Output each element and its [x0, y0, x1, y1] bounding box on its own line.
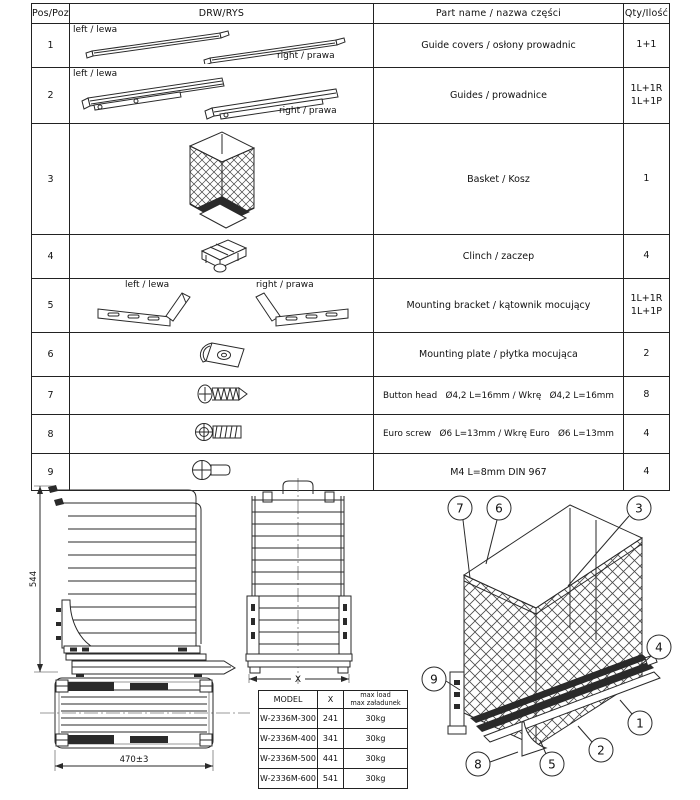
part-pos: 7 — [32, 377, 70, 415]
part-name: Button head Ø4,2 L=16mm / Wkrę Ø4,2 L=16mm — [373, 377, 623, 415]
part-drawing-cell — [69, 235, 373, 279]
left-label: left / lewa — [124, 280, 170, 290]
x-header: X — [318, 691, 344, 709]
isometric-assembly-drawing — [420, 478, 700, 800]
part-row-5 — [32, 279, 670, 333]
clinch-drawing — [70, 235, 372, 275]
basket-drawing — [70, 124, 372, 231]
model-load: 30kg — [344, 729, 408, 749]
right-label: right / prawa — [278, 106, 337, 116]
parts-table — [31, 3, 670, 491]
header-drw: DRW/RYS — [69, 4, 373, 24]
part-qty: 1 — [623, 124, 669, 235]
svg-text:9: 9 — [430, 672, 438, 687]
part-pos: 3 — [32, 124, 70, 235]
model-name: W-2336M-600 — [259, 769, 318, 789]
model-load: 30kg — [344, 709, 408, 729]
part-name: M4 L=8mm DIN 967 — [373, 454, 623, 491]
model-row — [259, 729, 408, 749]
callout-balloon-8 — [466, 752, 490, 776]
button-head-screw-drawing — [70, 377, 372, 411]
header-part-name: Part name / nazwa części — [373, 4, 623, 24]
part-row-7 — [32, 377, 670, 415]
part-row-6 — [32, 333, 670, 377]
left-label: left / lewa — [72, 25, 118, 35]
model-load: 30kg — [344, 769, 408, 789]
part-qty: 1L+1R 1L+1P — [623, 68, 669, 124]
right-label: right / prawa — [276, 51, 335, 61]
model-header: MODEL — [259, 691, 318, 709]
part-pos: 8 — [32, 415, 70, 454]
part-name: Mounting bracket / kątownik mocujący — [373, 279, 623, 333]
callout-balloon-1 — [628, 711, 652, 735]
model-load: 30kg — [344, 749, 408, 769]
model-table-header-row — [259, 691, 408, 709]
mounting-plate-drawing — [70, 333, 372, 373]
part-name: Basket / Kosz — [373, 124, 623, 235]
svg-text:5: 5 — [548, 757, 556, 772]
part-qty: 4 — [623, 454, 669, 491]
front-view-drawing — [243, 478, 355, 686]
part-name: Guide covers / osłony prowadnic — [373, 24, 623, 68]
side-height-dimension: 544 — [29, 570, 39, 588]
model-row — [259, 709, 408, 729]
svg-text:1: 1 — [636, 716, 644, 731]
model-x: 341 — [318, 729, 344, 749]
part-drawing-cell — [69, 279, 373, 333]
part-name: Guides / prowadnice — [373, 68, 623, 124]
parts-table-header-row — [32, 4, 670, 24]
model-x: 541 — [318, 769, 344, 789]
callout-balloon-3 — [627, 496, 651, 520]
right-label: right / prawa — [255, 280, 314, 290]
svg-text:6: 6 — [495, 501, 503, 516]
left-label: left / lewa — [72, 69, 118, 79]
model-row — [259, 749, 408, 769]
part-row-2 — [32, 68, 670, 124]
part-qty: 4 — [623, 415, 669, 454]
part-row-1 — [32, 24, 670, 68]
svg-text:7: 7 — [456, 501, 464, 516]
svg-text:8: 8 — [474, 757, 482, 772]
part-drawing-cell — [69, 68, 373, 124]
part-pos: 1 — [32, 24, 70, 68]
svg-text:3: 3 — [635, 501, 643, 516]
part-drawing-cell — [69, 124, 373, 235]
part-qty: 8 — [623, 377, 669, 415]
part-pos: 4 — [32, 235, 70, 279]
callout-balloon-2 — [589, 738, 613, 762]
header-pos: Pos/Poz — [32, 4, 70, 24]
model-name: W-2336M-300 — [259, 709, 318, 729]
part-pos: 6 — [32, 333, 70, 377]
svg-text:2: 2 — [597, 743, 605, 758]
part-name: Euro screw Ø6 L=13mm / Wkrę Euro Ø6 L=13mm — [373, 415, 623, 454]
part-qty: 1+1 — [623, 24, 669, 68]
part-name: Mounting plate / płytka mocująca — [373, 333, 623, 377]
part-drawing-cell — [69, 377, 373, 415]
top-width-dimension: 470±3 — [119, 755, 149, 765]
callout-balloon-9 — [422, 667, 446, 691]
model-name: W-2336M-400 — [259, 729, 318, 749]
part-drawing-cell — [69, 333, 373, 377]
part-pos: 9 — [32, 454, 70, 491]
model-x: 241 — [318, 709, 344, 729]
callout-balloon-7 — [448, 496, 472, 520]
part-pos: 2 — [32, 68, 70, 124]
side-view-drawing — [28, 478, 243, 678]
model-table — [258, 690, 408, 789]
top-view-drawing — [40, 672, 250, 787]
part-qty: 1L+1R 1L+1P — [623, 279, 669, 333]
part-drawing-cell — [69, 24, 373, 68]
model-name: W-2336M-500 — [259, 749, 318, 769]
part-row-3 — [32, 124, 670, 235]
max-load-header: max load max załadunek — [344, 691, 408, 709]
part-name: Clinch / zaczep — [373, 235, 623, 279]
part-qty: 2 — [623, 333, 669, 377]
callout-balloon-4 — [647, 635, 671, 659]
header-qty: Qty/Ilość — [623, 4, 669, 24]
part-row-4 — [32, 235, 670, 279]
mounting-brackets-drawing — [70, 279, 372, 329]
part-row-8 — [32, 415, 670, 454]
front-width-dimension: X — [294, 675, 302, 685]
model-row — [259, 769, 408, 789]
part-drawing-cell — [69, 415, 373, 454]
part-pos: 5 — [32, 279, 70, 333]
callout-balloon-5 — [540, 752, 564, 776]
model-x: 441 — [318, 749, 344, 769]
euro-screw-drawing — [70, 415, 372, 450]
svg-text:4: 4 — [655, 640, 663, 655]
callout-balloon-6 — [487, 496, 511, 520]
part-qty: 4 — [623, 235, 669, 279]
